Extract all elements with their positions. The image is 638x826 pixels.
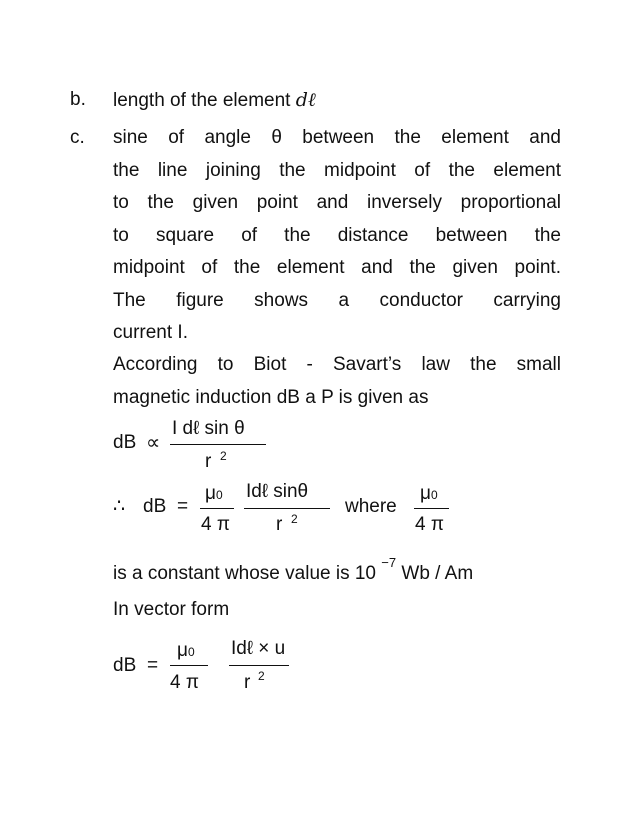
item-b-marker: b. [70, 89, 86, 110]
item-b-text [113, 89, 316, 112]
eq3-fraction-bar [229, 665, 289, 666]
item-c-line-1: sine of angle θ between the element and [113, 127, 561, 148]
item-c-line-4: to square of the distance between the [113, 225, 561, 246]
eq3-const-bar [170, 665, 208, 666]
item-b-symbol: dℓ [295, 89, 316, 111]
eq3-const-denominator: 4 π [170, 672, 199, 693]
eq1-denominator-exponent: 2 [220, 449, 227, 463]
mu-subscript: 0 [430, 488, 438, 502]
eq2-denominator: r [276, 514, 283, 535]
eq2-const-denominator: 4 π [201, 514, 230, 535]
constant-exponent: −7 [381, 555, 397, 570]
eq2-equals: = [177, 496, 189, 517]
constant-line [113, 555, 474, 586]
eq1-lhs: dB [113, 432, 137, 453]
vector-form-label: In vector form [113, 599, 230, 620]
eq2-where: where [345, 496, 397, 517]
eq1-proportional-symbol: ∝ [146, 432, 161, 454]
item-c-line-2: the line joining the midpoint of the element [113, 160, 561, 181]
eq2-const-numerator [205, 484, 223, 505]
item-c-line-7: current I. [113, 322, 188, 343]
eq2-where-numerator [420, 484, 438, 505]
item-b-label: length of the element [113, 90, 291, 111]
mu-subscript: 0 [187, 645, 195, 659]
eq2-fraction-bar [244, 508, 330, 509]
eq2-denominator-exponent: 2 [291, 512, 298, 526]
eq3-denominator-exponent: 2 [258, 669, 265, 683]
eq3-equals: = [147, 655, 159, 676]
item-c-line-6: The figure shows a conductor carrying [113, 290, 561, 311]
item-c-line-9: magnetic induction dB a P is given as [113, 387, 429, 408]
mu-subscript: 0 [215, 488, 223, 502]
eq1-fraction-bar [170, 444, 266, 445]
item-c-line-8: According to Biot - Savart’s law the small [113, 354, 561, 375]
constant-unit: Wb / Am [401, 563, 474, 584]
constant-text: is a constant whose value is 10 [113, 563, 376, 584]
eq3-numerator: Idℓ × u [231, 638, 286, 659]
item-c-line-3: to the given point and inversely proportional [113, 192, 561, 213]
mu-symbol: μ [420, 483, 431, 504]
item-c-marker: c. [70, 127, 85, 148]
eq3-const-numerator [177, 641, 195, 662]
mu-symbol: μ [205, 483, 216, 504]
eq3-denominator: r [244, 672, 251, 693]
eq2-therefore-symbol: ∴ [113, 496, 126, 517]
eq2-where-denominator: 4 π [415, 514, 444, 535]
eq2-numerator: Idℓ sinθ [246, 481, 309, 502]
eq2-where-bar [414, 508, 449, 509]
eq2-lhs: dB [143, 496, 167, 517]
mu-symbol: μ [177, 640, 188, 661]
eq1-denominator: r [205, 451, 212, 472]
eq3-lhs: dB [113, 655, 137, 676]
eq2-const-bar [200, 508, 234, 509]
eq1-numerator: I dℓ sin θ [172, 418, 245, 439]
item-c-line-5: midpoint of the element and the given point. [113, 257, 561, 278]
